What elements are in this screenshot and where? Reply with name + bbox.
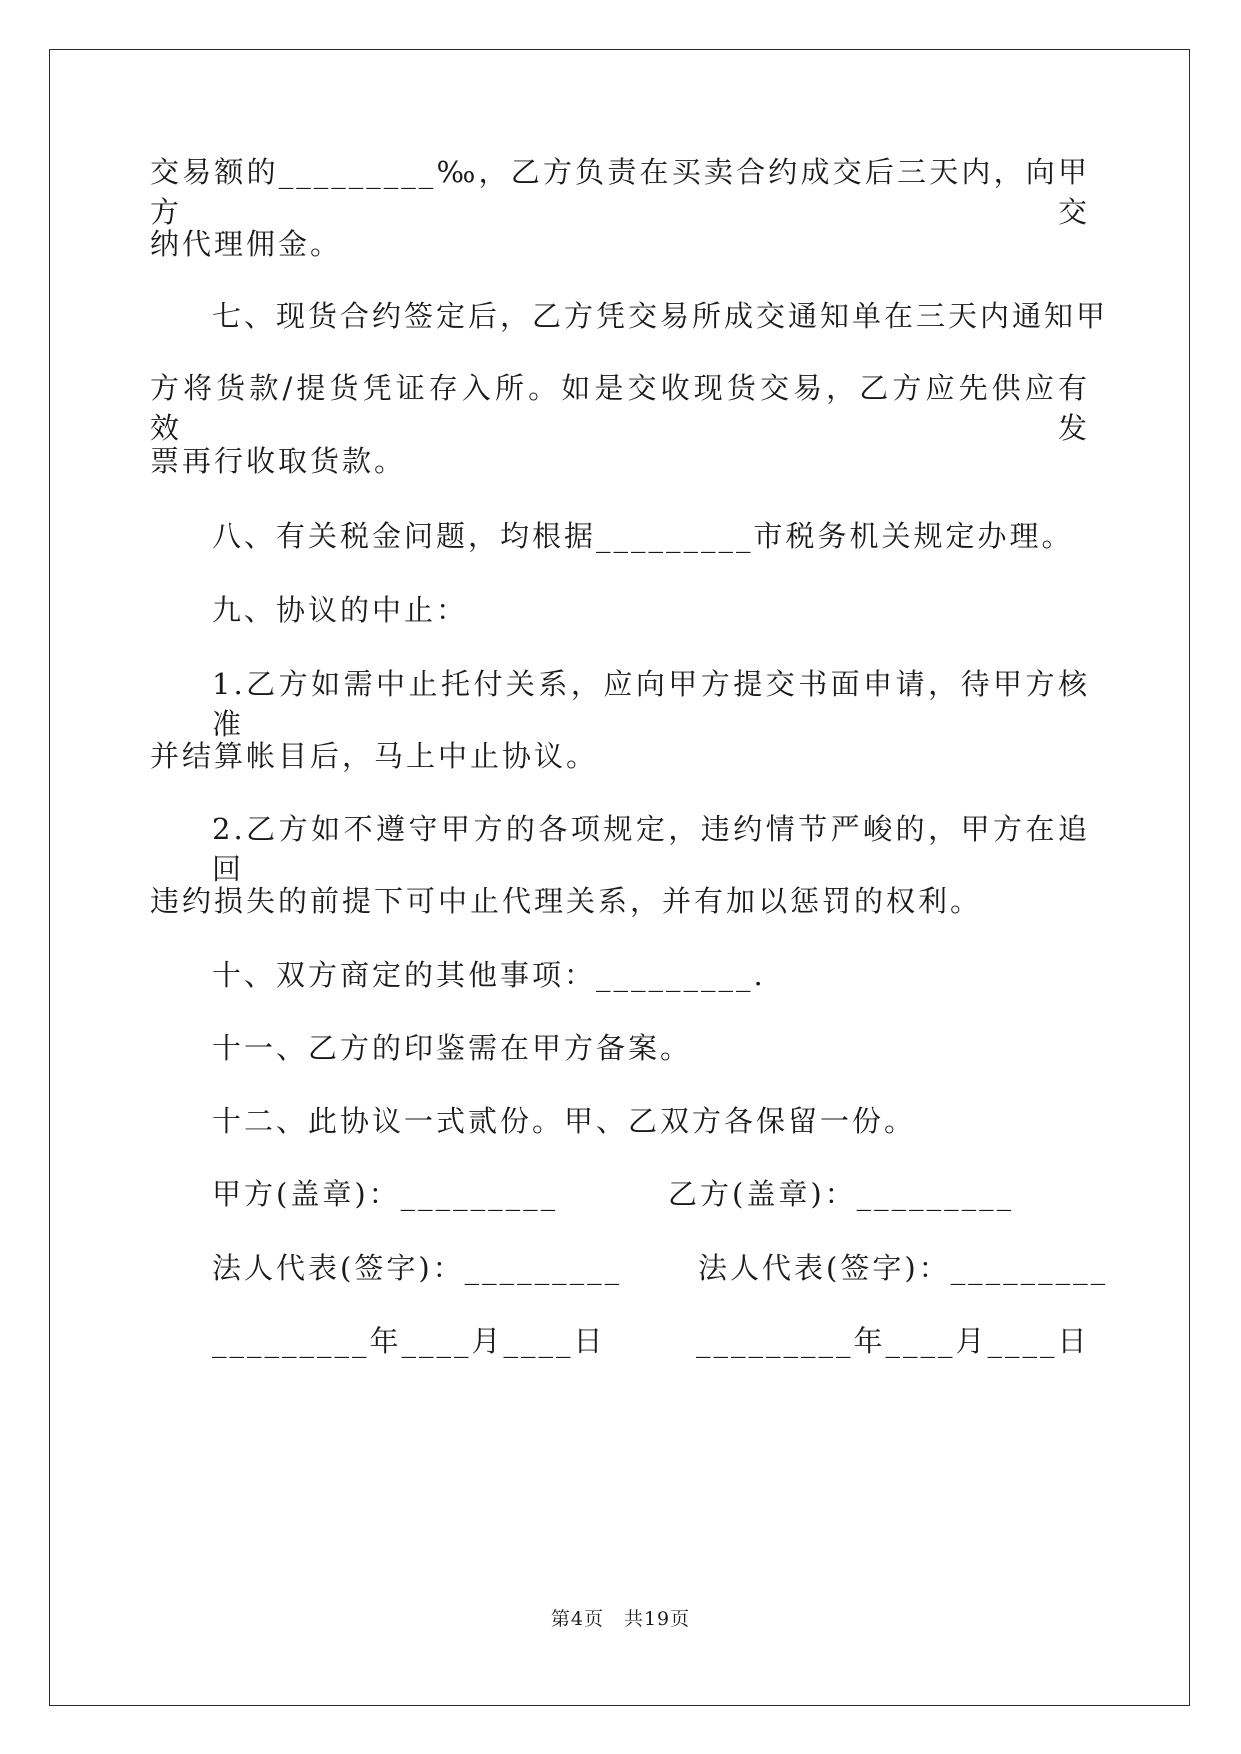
clause-7-line-1: 七、现货合约签定后，乙方凭交易所成交通知单在三天内通知甲 <box>212 299 1109 333</box>
party-b-date-line: _________年____月____日 <box>696 1324 1090 1358</box>
party-a-representative-line: 法人代表(签字)：_________ <box>212 1251 623 1285</box>
clause-7-line-2: 方将货款/提货凭证存入所。如是交收现货交易，乙方应先供应有效发 <box>150 371 1090 445</box>
clause-7-line-3: 票再行收取货款。 <box>150 444 407 478</box>
party-a-date-line: _________年____月____日 <box>212 1324 606 1358</box>
contract-line-2: 纳代理佣金。 <box>150 227 343 261</box>
page-number-footer: 第4页 共19页 <box>550 1608 691 1630</box>
clause-11: 十一、乙方的印鉴需在甲方备案。 <box>212 1031 693 1065</box>
clause-9-item-2-line-2: 违约损失的前提下可中止代理关系，并有加以惩罚的权利。 <box>150 884 983 918</box>
clause-12: 十二、此协议一式贰份。甲、乙双方各保留一份。 <box>212 1104 917 1138</box>
contract-line-1: 交易额的_________‰，乙方负责在买卖合约成交后三天内，向甲方交 <box>150 155 1090 229</box>
clause-9-heading: 九、协议的中止： <box>212 593 469 627</box>
clause-9-item-1-line-2: 并结算帐目后，马上中止协议。 <box>150 739 599 773</box>
clause-9-item-1-line-1: 1.乙方如需中止托付关系，应向甲方提交书面申请，待甲方核准 <box>212 667 1090 741</box>
party-a-seal-line: 甲方(盖章)：_________ <box>212 1177 559 1211</box>
party-b-representative-line: 法人代表(签字)：_________ <box>698 1251 1109 1285</box>
clause-8: 八、有关税金问题，均根据_________市税务机关规定办理。 <box>212 519 1074 553</box>
clause-10: 十、双方商定的其他事项：_________. <box>212 958 766 992</box>
clause-9-item-2-line-1: 2.乙方如不遵守甲方的各项规定，违约情节严峻的，甲方在追回 <box>212 812 1090 886</box>
party-b-seal-line: 乙方(盖章)：_________ <box>668 1177 1015 1211</box>
